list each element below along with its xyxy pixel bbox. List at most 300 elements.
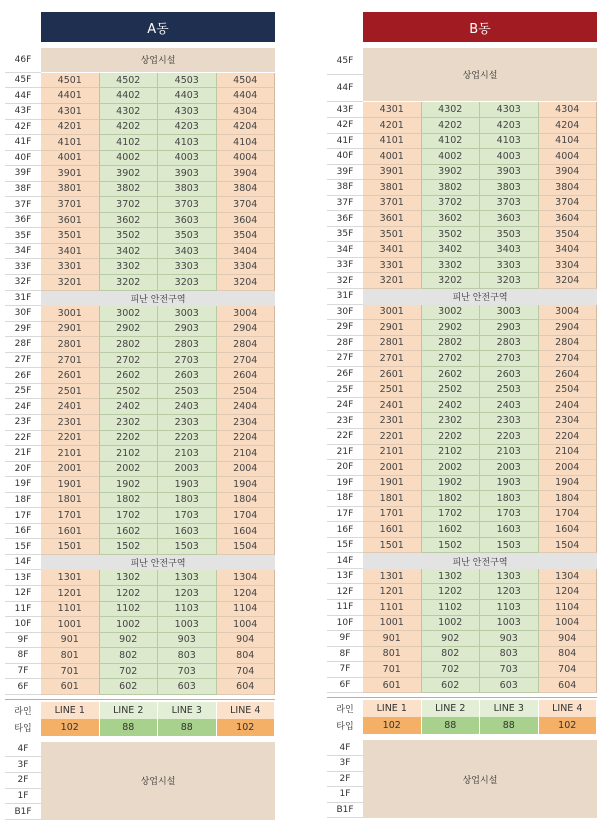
- unit-cell[interactable]: 3402: [422, 242, 481, 258]
- floor-label: 28F: [327, 336, 363, 352]
- unit-cell[interactable]: 3601: [41, 213, 100, 229]
- unit-cell[interactable]: 904: [217, 633, 276, 649]
- unit-cell[interactable]: 803: [158, 648, 217, 664]
- unit-cell[interactable]: 3702: [100, 197, 159, 213]
- unit-cell[interactable]: 604: [539, 678, 598, 694]
- unit-cell[interactable]: 2401: [363, 398, 422, 414]
- unit-cell[interactable]: 1904: [217, 477, 276, 493]
- unit-cell[interactable]: 3904: [217, 166, 276, 182]
- unit-cell[interactable]: 904: [539, 631, 598, 647]
- unit-cell[interactable]: 1002: [100, 617, 159, 633]
- unit-cell[interactable]: 1103: [158, 602, 217, 618]
- unit-cell[interactable]: 4301: [41, 104, 100, 120]
- unit-cell[interactable]: 1103: [480, 600, 539, 616]
- unit-cell[interactable]: 1702: [100, 508, 159, 524]
- unit-cell[interactable]: 3203: [158, 275, 217, 291]
- unit-cell[interactable]: 2703: [480, 351, 539, 367]
- unit-cell[interactable]: 3903: [158, 166, 217, 182]
- unit-cell[interactable]: 1602: [422, 522, 481, 538]
- floor-row: [327, 662, 597, 678]
- unit-cell[interactable]: 4001: [363, 149, 422, 165]
- unit-cell[interactable]: 1303: [480, 569, 539, 585]
- unit-cell[interactable]: 2704: [539, 351, 598, 367]
- unit-cell[interactable]: 1603: [480, 522, 539, 538]
- unit-cell[interactable]: 3002: [100, 306, 159, 322]
- unit-cell[interactable]: 3604: [217, 213, 276, 229]
- unit-cell[interactable]: 1303: [158, 570, 217, 586]
- unit-cell[interactable]: 1501: [363, 538, 422, 554]
- unit-cell[interactable]: 1601: [363, 522, 422, 538]
- unit-cell[interactable]: 3301: [41, 259, 100, 275]
- unit-cell[interactable]: 4302: [100, 104, 159, 120]
- unit-cell[interactable]: 2702: [100, 353, 159, 369]
- unit-cell[interactable]: 3702: [422, 196, 481, 212]
- unit-cell[interactable]: 2802: [100, 337, 159, 353]
- unit-cell[interactable]: 2601: [41, 368, 100, 384]
- unit-cell[interactable]: 704: [539, 662, 598, 678]
- unit-cell[interactable]: 1203: [158, 586, 217, 602]
- unit-cell[interactable]: 2604: [217, 368, 276, 384]
- unit-cell[interactable]: 1702: [422, 507, 481, 523]
- unit-cell[interactable]: 2603: [158, 368, 217, 384]
- unit-cell[interactable]: 1502: [100, 539, 159, 555]
- unit-cell[interactable]: 2601: [363, 367, 422, 383]
- unit-cell[interactable]: 3804: [539, 180, 598, 196]
- unit-cell[interactable]: 2004: [217, 462, 276, 478]
- unit-cell[interactable]: 2304: [539, 413, 598, 429]
- unit-cell[interactable]: 1701: [41, 508, 100, 524]
- unit-cell[interactable]: 1102: [100, 602, 159, 618]
- unit-cell[interactable]: 1304: [539, 569, 598, 585]
- unit-cell[interactable]: 3701: [41, 197, 100, 213]
- unit-cell[interactable]: 3901: [41, 166, 100, 182]
- floor-label: 21F: [327, 445, 363, 461]
- unit-cell[interactable]: 902: [422, 631, 481, 647]
- unit-cell[interactable]: 1903: [158, 477, 217, 493]
- unit-cell[interactable]: 1802: [100, 493, 159, 509]
- unit-cell[interactable]: 1502: [422, 538, 481, 554]
- unit-cell[interactable]: 4301: [363, 102, 422, 118]
- unit-cell[interactable]: 2702: [422, 351, 481, 367]
- unit-cell[interactable]: 2602: [422, 367, 481, 383]
- unit-cell[interactable]: 3603: [158, 213, 217, 229]
- unit-cell[interactable]: 4101: [363, 134, 422, 150]
- unit-cell[interactable]: 1104: [539, 600, 598, 616]
- unit-cell[interactable]: 2502: [100, 384, 159, 400]
- unit-cell[interactable]: 2902: [422, 320, 481, 336]
- unit-cell[interactable]: 703: [480, 662, 539, 678]
- unit-cell[interactable]: 2204: [217, 431, 276, 447]
- unit-cell[interactable]: 4304: [539, 102, 598, 118]
- unit-cell[interactable]: 3202: [100, 275, 159, 291]
- unit-cell[interactable]: 2103: [480, 445, 539, 461]
- unit-cell[interactable]: 3801: [363, 180, 422, 196]
- unit-cell[interactable]: 1101: [363, 600, 422, 616]
- unit-cell[interactable]: 3304: [217, 259, 276, 275]
- unit-cell[interactable]: 3303: [480, 258, 539, 274]
- unit-cell[interactable]: 2803: [158, 337, 217, 353]
- unit-cell[interactable]: 4102: [422, 134, 481, 150]
- unit-cell[interactable]: 4502: [100, 73, 159, 89]
- unit-cell[interactable]: 4204: [539, 118, 598, 134]
- unit-cell[interactable]: 1203: [480, 584, 539, 600]
- unit-cell[interactable]: 3203: [480, 273, 539, 289]
- unit-cell[interactable]: 4003: [158, 151, 217, 167]
- unit-cell[interactable]: 1601: [41, 524, 100, 540]
- unit-cell[interactable]: 4104: [539, 134, 598, 150]
- unit-cell[interactable]: 3001: [41, 306, 100, 322]
- unit-cell[interactable]: 4102: [100, 135, 159, 151]
- unit-cell[interactable]: 2701: [41, 353, 100, 369]
- unit-cell[interactable]: 2901: [363, 320, 422, 336]
- unit-cell[interactable]: 1202: [100, 586, 159, 602]
- unit-cell[interactable]: 1701: [363, 507, 422, 523]
- unit-cell[interactable]: 1604: [539, 522, 598, 538]
- unit-cell[interactable]: 2302: [100, 415, 159, 431]
- unit-cell[interactable]: 1004: [217, 617, 276, 633]
- unit-cell[interactable]: 2202: [422, 429, 481, 445]
- unit-cell[interactable]: 2801: [41, 337, 100, 353]
- unit-cell[interactable]: 2201: [41, 431, 100, 447]
- unit-cell[interactable]: 2402: [100, 399, 159, 415]
- unit-cell[interactable]: 1803: [158, 493, 217, 509]
- unit-cell[interactable]: 2602: [100, 368, 159, 384]
- unit-cell[interactable]: 3801: [41, 182, 100, 198]
- unit-cell[interactable]: 603: [480, 678, 539, 694]
- unit-cell[interactable]: 3302: [100, 259, 159, 275]
- unit-cell[interactable]: 4402: [100, 88, 159, 104]
- unit-cell[interactable]: 3804: [217, 182, 276, 198]
- unit-cell[interactable]: 801: [363, 647, 422, 663]
- unit-cell[interactable]: 3604: [539, 211, 598, 227]
- unit-cell[interactable]: 1501: [41, 539, 100, 555]
- unit-cell[interactable]: 3903: [480, 165, 539, 181]
- unit-cell[interactable]: 4202: [422, 118, 481, 134]
- unit-cell[interactable]: 2201: [363, 429, 422, 445]
- unit-cell[interactable]: 1803: [480, 491, 539, 507]
- unit-cell[interactable]: 3504: [217, 228, 276, 244]
- unit-cell[interactable]: 4203: [158, 120, 217, 136]
- unit-cell[interactable]: 2503: [480, 382, 539, 398]
- unit-cell[interactable]: 1004: [539, 616, 598, 632]
- unit-cell[interactable]: 4303: [158, 104, 217, 120]
- unit-cell[interactable]: 3503: [158, 228, 217, 244]
- unit-cell[interactable]: 3803: [480, 180, 539, 196]
- unit-cell[interactable]: 2604: [539, 367, 598, 383]
- unit-cell[interactable]: 703: [158, 664, 217, 680]
- unit-cell[interactable]: 2003: [158, 462, 217, 478]
- unit-cell[interactable]: 1704: [217, 508, 276, 524]
- unit-cell[interactable]: 4202: [100, 120, 159, 136]
- floor-label: 32F: [327, 273, 363, 289]
- unit-cell[interactable]: 2304: [217, 415, 276, 431]
- unit-cell[interactable]: 4004: [217, 151, 276, 167]
- unit-cell[interactable]: 901: [41, 633, 100, 649]
- unit-cell[interactable]: 3004: [217, 306, 276, 322]
- unit-cell[interactable]: 1801: [363, 491, 422, 507]
- unit-cell[interactable]: 1201: [363, 584, 422, 600]
- unit-cell[interactable]: 3404: [217, 244, 276, 260]
- unit-cell[interactable]: 4302: [422, 102, 481, 118]
- unit-cell[interactable]: 2903: [158, 322, 217, 338]
- unit-cell[interactable]: 1104: [217, 602, 276, 618]
- unit-cell[interactable]: 1603: [158, 524, 217, 540]
- unit-cell[interactable]: 2203: [158, 431, 217, 447]
- unit-cell[interactable]: 2904: [217, 322, 276, 338]
- unit-cell[interactable]: 3302: [422, 258, 481, 274]
- unit-cell[interactable]: 3303: [158, 259, 217, 275]
- unit-cell[interactable]: 4002: [422, 149, 481, 165]
- unit-cell[interactable]: 2504: [217, 384, 276, 400]
- unit-cell[interactable]: 3003: [158, 306, 217, 322]
- unit-cell[interactable]: 3501: [363, 227, 422, 243]
- unit-cell[interactable]: 3201: [41, 275, 100, 291]
- unit-cell[interactable]: 3704: [539, 196, 598, 212]
- unit-cell[interactable]: 4003: [480, 149, 539, 165]
- unit-cell[interactable]: 1001: [41, 617, 100, 633]
- unit-cell[interactable]: 3904: [539, 165, 598, 181]
- unit-cell[interactable]: 1902: [100, 477, 159, 493]
- unit-cell[interactable]: 3503: [480, 227, 539, 243]
- unit-cell[interactable]: 1302: [422, 569, 481, 585]
- unit-cell[interactable]: 4304: [217, 104, 276, 120]
- unit-cell[interactable]: 4201: [41, 120, 100, 136]
- unit-cell[interactable]: 3601: [363, 211, 422, 227]
- unit-cell[interactable]: 4204: [217, 120, 276, 136]
- unit-cell[interactable]: 3004: [539, 305, 598, 321]
- unit-cell[interactable]: 3603: [480, 211, 539, 227]
- unit-cell[interactable]: 2104: [539, 445, 598, 461]
- unit-cell[interactable]: 3902: [422, 165, 481, 181]
- unit-cell[interactable]: 1301: [41, 570, 100, 586]
- unit-cell[interactable]: 2504: [539, 382, 598, 398]
- unit-cell[interactable]: 3502: [100, 228, 159, 244]
- unit-cell[interactable]: 4101: [41, 135, 100, 151]
- unit-cell[interactable]: 2204: [539, 429, 598, 445]
- unit-cell[interactable]: 601: [363, 678, 422, 694]
- unit-cell[interactable]: 1204: [539, 584, 598, 600]
- unit-cell[interactable]: 701: [363, 662, 422, 678]
- unit-cell[interactable]: 3703: [480, 196, 539, 212]
- unit-cell[interactable]: 804: [539, 647, 598, 663]
- unit-cell[interactable]: 1901: [41, 477, 100, 493]
- unit-cell[interactable]: 1801: [41, 493, 100, 509]
- unit-cell[interactable]: 2103: [158, 446, 217, 462]
- unit-cell[interactable]: 2404: [539, 398, 598, 414]
- unit-cell[interactable]: 801: [41, 648, 100, 664]
- unit-cell[interactable]: 2001: [41, 462, 100, 478]
- unit-cell[interactable]: 2803: [480, 336, 539, 352]
- unit-cell[interactable]: 1901: [363, 476, 422, 492]
- unit-cell[interactable]: 2203: [480, 429, 539, 445]
- unit-cell[interactable]: 1102: [422, 600, 481, 616]
- unit-cell[interactable]: 1002: [422, 616, 481, 632]
- unit-cell[interactable]: 2402: [422, 398, 481, 414]
- unit-cell[interactable]: 4403: [158, 88, 217, 104]
- unit-cell[interactable]: 1704: [539, 507, 598, 523]
- unit-cell[interactable]: 2003: [480, 460, 539, 476]
- unit-cell[interactable]: 1904: [539, 476, 598, 492]
- unit-cell[interactable]: 2404: [217, 399, 276, 415]
- unit-cell[interactable]: 1503: [480, 538, 539, 554]
- unit-cell[interactable]: 2401: [41, 399, 100, 415]
- unit-cell[interactable]: 4103: [158, 135, 217, 151]
- unit-cell[interactable]: 4104: [217, 135, 276, 151]
- unit-cell[interactable]: 1101: [41, 602, 100, 618]
- unit-cell[interactable]: 4303: [480, 102, 539, 118]
- unit-cell[interactable]: 602: [100, 679, 159, 695]
- unit-cell[interactable]: 4504: [217, 73, 276, 89]
- unit-cell[interactable]: 3901: [363, 165, 422, 181]
- unit-cell[interactable]: 1304: [217, 570, 276, 586]
- unit-cell[interactable]: 2101: [363, 445, 422, 461]
- unit-cell[interactable]: 2502: [422, 382, 481, 398]
- unit-cell[interactable]: 2603: [480, 367, 539, 383]
- unit-cell[interactable]: 704: [217, 664, 276, 680]
- unit-cell[interactable]: 4404: [217, 88, 276, 104]
- unit-cell[interactable]: 2801: [363, 336, 422, 352]
- unit-cell[interactable]: 2701: [363, 351, 422, 367]
- unit-cell[interactable]: 1204: [217, 586, 276, 602]
- unit-cell[interactable]: 2503: [158, 384, 217, 400]
- unit-cell[interactable]: 1604: [217, 524, 276, 540]
- unit-cell[interactable]: 1001: [363, 616, 422, 632]
- unit-cell[interactable]: 1503: [158, 539, 217, 555]
- unit-cell[interactable]: 903: [158, 633, 217, 649]
- unit-cell[interactable]: 3204: [217, 275, 276, 291]
- unit-cell[interactable]: 2002: [422, 460, 481, 476]
- unit-cell[interactable]: 1802: [422, 491, 481, 507]
- unit-cell[interactable]: 2501: [41, 384, 100, 400]
- unit-cell[interactable]: 4201: [363, 118, 422, 134]
- unit-cell[interactable]: 3802: [100, 182, 159, 198]
- unit-cell[interactable]: 2403: [158, 399, 217, 415]
- unit-cell[interactable]: 602: [422, 678, 481, 694]
- unit-cell[interactable]: 3701: [363, 196, 422, 212]
- unit-cell[interactable]: 2303: [158, 415, 217, 431]
- unit-cell[interactable]: 1003: [158, 617, 217, 633]
- unit-cell[interactable]: 903: [480, 631, 539, 647]
- unit-cell[interactable]: 2501: [363, 382, 422, 398]
- unit-cell[interactable]: 4103: [480, 134, 539, 150]
- unit-cell[interactable]: 3501: [41, 228, 100, 244]
- unit-cell[interactable]: 604: [217, 679, 276, 695]
- unit-cell[interactable]: 3404: [539, 242, 598, 258]
- unit-cell[interactable]: 2101: [41, 446, 100, 462]
- unit-cell[interactable]: 1703: [480, 507, 539, 523]
- unit-cell[interactable]: 4501: [41, 73, 100, 89]
- unit-cell[interactable]: 1302: [100, 570, 159, 586]
- unit-cell[interactable]: 2804: [539, 336, 598, 352]
- unit-cell[interactable]: 1804: [539, 491, 598, 507]
- unit-cell[interactable]: 3304: [539, 258, 598, 274]
- unit-cell[interactable]: 2102: [100, 446, 159, 462]
- unit-cell[interactable]: 3902: [100, 166, 159, 182]
- unit-cell[interactable]: 4203: [480, 118, 539, 134]
- unit-cell[interactable]: 1504: [539, 538, 598, 554]
- unit-cell[interactable]: 1301: [363, 569, 422, 585]
- unit-cell[interactable]: 3001: [363, 305, 422, 321]
- unit-cell[interactable]: 3704: [217, 197, 276, 213]
- unit-cell[interactable]: 804: [217, 648, 276, 664]
- unit-cell[interactable]: 2301: [41, 415, 100, 431]
- unit-cell[interactable]: 4002: [100, 151, 159, 167]
- unit-cell[interactable]: 3803: [158, 182, 217, 198]
- unit-cell[interactable]: 1201: [41, 586, 100, 602]
- unit-cell[interactable]: 3202: [422, 273, 481, 289]
- unit-cell[interactable]: 2802: [422, 336, 481, 352]
- unit-cell[interactable]: 2001: [363, 460, 422, 476]
- unit-cell[interactable]: 2301: [363, 413, 422, 429]
- unit-cell[interactable]: 3602: [100, 213, 159, 229]
- unit-cell[interactable]: 3403: [158, 244, 217, 260]
- unit-cell[interactable]: 1903: [480, 476, 539, 492]
- unit-cell[interactable]: 2904: [539, 320, 598, 336]
- unit-cell[interactable]: 4503: [158, 73, 217, 89]
- unit-cell[interactable]: 3504: [539, 227, 598, 243]
- unit-cell[interactable]: 4401: [41, 88, 100, 104]
- unit-cell[interactable]: 701: [41, 664, 100, 680]
- unit-cell[interactable]: 4004: [539, 149, 598, 165]
- unit-cell[interactable]: 2104: [217, 446, 276, 462]
- unit-cell[interactable]: 2704: [217, 353, 276, 369]
- unit-cell[interactable]: 901: [363, 631, 422, 647]
- unit-cell[interactable]: 2302: [422, 413, 481, 429]
- unit-cell[interactable]: 3703: [158, 197, 217, 213]
- unit-cell[interactable]: 3002: [422, 305, 481, 321]
- unit-cell[interactable]: 1202: [422, 584, 481, 600]
- unit-cell[interactable]: 601: [41, 679, 100, 695]
- unit-cell[interactable]: 803: [480, 647, 539, 663]
- unit-cell[interactable]: 2004: [539, 460, 598, 476]
- unit-cell[interactable]: 2902: [100, 322, 159, 338]
- unit-cell[interactable]: 3802: [422, 180, 481, 196]
- unit-cell[interactable]: 1703: [158, 508, 217, 524]
- unit-cell[interactable]: 1602: [100, 524, 159, 540]
- unit-cell[interactable]: 3003: [480, 305, 539, 321]
- unit-cell[interactable]: 3403: [480, 242, 539, 258]
- unit-cell[interactable]: 2102: [422, 445, 481, 461]
- unit-cell[interactable]: 2903: [480, 320, 539, 336]
- unit-cell[interactable]: 1902: [422, 476, 481, 492]
- unit-cell[interactable]: 3301: [363, 258, 422, 274]
- unit-cell[interactable]: 2002: [100, 462, 159, 478]
- unit-cell[interactable]: 3201: [363, 273, 422, 289]
- unit-cell[interactable]: 3204: [539, 273, 598, 289]
- unit-cell[interactable]: 2202: [100, 431, 159, 447]
- unit-cell[interactable]: 2703: [158, 353, 217, 369]
- unit-cell[interactable]: 3401: [41, 244, 100, 260]
- unit-cell[interactable]: 1804: [217, 493, 276, 509]
- unit-cell[interactable]: 2403: [480, 398, 539, 414]
- unit-cell[interactable]: 3401: [363, 242, 422, 258]
- unit-cell[interactable]: 2303: [480, 413, 539, 429]
- unit-cell[interactable]: 2901: [41, 322, 100, 338]
- unit-cell[interactable]: 3402: [100, 244, 159, 260]
- unit-cell[interactable]: 4001: [41, 151, 100, 167]
- unit-cell[interactable]: 802: [100, 648, 159, 664]
- unit-cell[interactable]: 2804: [217, 337, 276, 353]
- unit-cell[interactable]: 902: [100, 633, 159, 649]
- unit-cell[interactable]: 3502: [422, 227, 481, 243]
- unit-cell[interactable]: 1504: [217, 539, 276, 555]
- unit-cell[interactable]: 802: [422, 647, 481, 663]
- unit-cell[interactable]: 3602: [422, 211, 481, 227]
- unit-cell[interactable]: 702: [100, 664, 159, 680]
- unit-cell[interactable]: 603: [158, 679, 217, 695]
- unit-cell[interactable]: 1003: [480, 616, 539, 632]
- unit-cell[interactable]: 702: [422, 662, 481, 678]
